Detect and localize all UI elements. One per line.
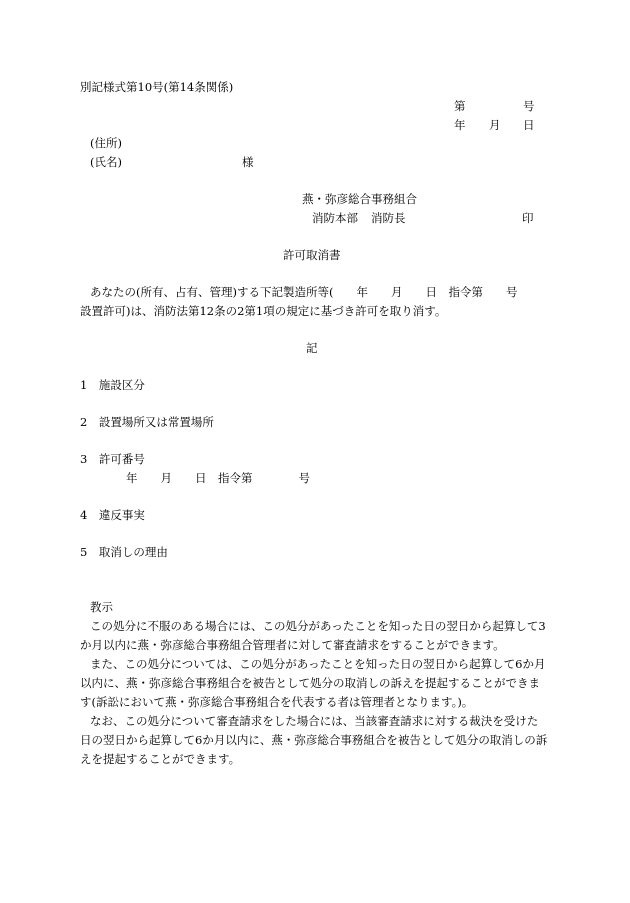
ki-heading: 記 (306, 341, 318, 355)
item-3-permit-date: 年 月 日 指令第 号 (126, 471, 310, 485)
date-year: 年 (454, 118, 466, 132)
doc-number-go: 号 (523, 99, 535, 113)
notice-p3-line1: なお、この処分について審査請求をした場合には、当該審査請求に対する裁決を受けた (90, 714, 539, 728)
notice-p3-line3: えを提起することができます。 (80, 752, 241, 766)
item-4: 4 違反事実 (80, 508, 145, 522)
issuer-dept: 消防本部 (312, 211, 358, 225)
item-2: 2 設置場所又は常置場所 (80, 415, 214, 429)
notice-p2-line3: す(訴訟において燕・弥彦総合事務組合を代表する者は管理者となります。)。 (80, 695, 474, 709)
document-title: 許可取消書 (283, 248, 341, 262)
issuer-title: 消防長 (371, 211, 406, 225)
notice-p3-line2: 日の翌日から起算して6か月以内に、燕・弥彦総合事務組合を被告として処分の取消しの訴 (80, 733, 548, 747)
recipient-address-label: (住所) (90, 136, 122, 150)
date-day: 日 (523, 118, 535, 132)
body-line-2: 設置許可)は、消防法第12条の2第1項の規定に基づき許可を取り消す。 (80, 304, 447, 318)
recipient-honorific: 様 (242, 155, 254, 169)
issuer-seal: 印 (522, 211, 534, 225)
notice-p1-line2: か月以内に燕・弥彦総合事務組合管理者に対して審査請求をすることができます。 (80, 638, 505, 652)
date-month: 月 (489, 118, 501, 132)
recipient-name-label: (氏名) (90, 155, 122, 169)
body-line-1: あなたの(所有、占有、管理)する下記製造所等( 年 月 日 指令第 号 (90, 285, 518, 299)
issuer-org: 燕・弥彦総合事務組合 (302, 192, 417, 206)
notice-p2-line1: また、この処分については、この処分があったことを知った日の翌日から起算して6か月 (90, 657, 546, 671)
item-1: 1 施設区分 (80, 378, 145, 392)
notice-p1-line1: この処分に不服のある場合には、この処分があったことを知った日の翌日から起算して3 (90, 619, 546, 633)
form-label: 別記様式第10号(第14条関係) (80, 80, 234, 94)
notice-p2-line2: 以内に、燕・弥彦総合事務組合を被告として処分の取消しの訴えを提起することができま (80, 676, 540, 690)
item-3: 3 許可番号 (80, 452, 145, 466)
item-5: 5 取消しの理由 (80, 545, 168, 559)
notice-heading: 教示 (90, 600, 113, 614)
doc-number-dai: 第 (454, 99, 466, 113)
